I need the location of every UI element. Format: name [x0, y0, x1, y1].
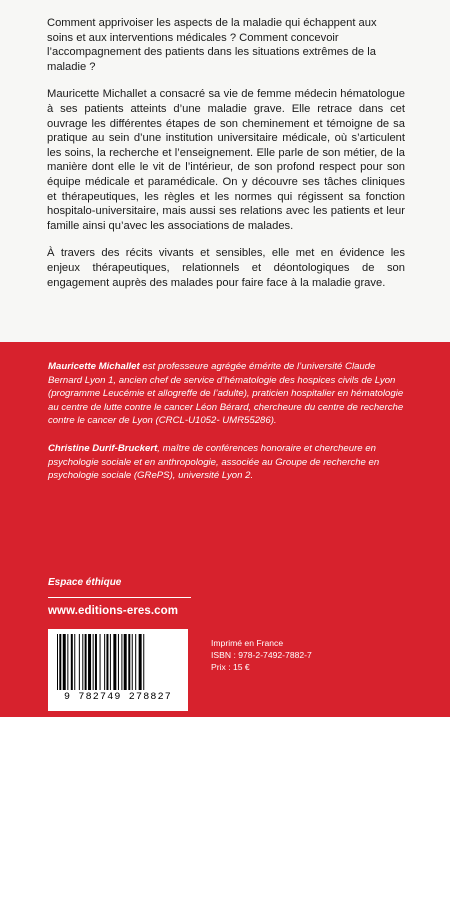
- printed-in: Imprimé en France: [211, 638, 284, 648]
- summary-column: [47, 16, 405, 303]
- barcode-stripe: [135, 634, 136, 690]
- divider: [48, 597, 191, 598]
- publication-info: [211, 637, 312, 673]
- barcode-stripe: [124, 634, 127, 690]
- barcode-stripe: [143, 634, 144, 690]
- photo-credit: Photo de couverture par allinonemovie de Pixabay: [426, 763, 435, 924]
- barcode-stripe: [71, 634, 73, 690]
- summary-paragraph-3: À travers des récits vivants et sensibles, elle met en évidence les enjeux thérapeutiques, relationnels et déontologiques de son engagement auprès des malades pour faire face à la maladie grave.: [47, 247, 405, 289]
- collection-name: Espace éthique: [48, 577, 122, 588]
- barcode-stripe: [82, 634, 83, 690]
- summary-paragraph-2: Mauricette Michallet a consacré sa vie de femme médecin hématologue à ses patients atteints d’une maladie grave. Elle retrace dans cet ouvrage les différentes étapes de son cheminement et témoigne de sa pratique au sein d’une institution universitaire médicale, où s’articulent les soins, la recherche et l’enseignement. Elle parle de son métier, de la manière dont elle le vit de l’intérieur, de son profond respect pour son équipe médicale et paramédicale. On y découvre ses tâches cliniques et thérapeutiques, les règles et les normes qui régissent sa fonction hospitalo-universitaire, mais aussi ses relations avec les patients et leur famille ainsi qu’avec les associations de malades.: [47, 88, 405, 232]
- barcode-stripe: [74, 634, 75, 690]
- barcode-stripe: [57, 634, 58, 690]
- publisher-website[interactable]: www.editions-eres.com: [48, 605, 179, 617]
- barcode-stripe: [121, 634, 122, 690]
- author-section: [0, 342, 450, 924]
- summary-paragraph-1: Comment apprivoiser les aspects de la maladie qui échappent aux soins et aux interventions médicales ? Comment concevoir l’accompagnement des patients dans les situations extrêmes de la maladie ?: [47, 17, 377, 73]
- price: Prix : 15 €: [211, 662, 250, 672]
- barcode-stripe: [85, 634, 87, 690]
- barcode-stripe: [139, 634, 142, 690]
- barcode-stripe: [113, 634, 116, 690]
- summary-section: [0, 0, 450, 342]
- barcode-bars: [57, 634, 179, 692]
- barcode-stripe: [106, 634, 108, 690]
- barcode-stripe: [88, 634, 91, 690]
- barcode-stripe: [132, 634, 133, 690]
- barcode-stripe: [79, 634, 80, 690]
- author-bio-text-1: est professeure agrégée émérite de l’université Claude Bernard Lyon 1, ancien chef de service d’hématologie des hospices civils de Lyon (programme Leucémie et allogreffe de l’adulte), praticien hospitalier en hématologie au centre de lutte contre le cancer Léon Bérard, chercheure du centre de recherche contre le cancer de Lyon (CRCL-U1052- UMR55286).: [48, 361, 404, 427]
- barcode-stripe: [128, 634, 130, 690]
- barcode-stripe: [110, 634, 111, 690]
- author-bio-1: [48, 360, 408, 428]
- barcode-stripe: [95, 634, 97, 690]
- barcode-stripe: [63, 634, 66, 690]
- author-bio-2: [48, 442, 408, 483]
- author-name-1: Mauricette Michallet: [48, 361, 140, 372]
- barcode: [48, 629, 188, 711]
- isbn: ISBN : 978-2-7492-7882-7: [211, 650, 312, 660]
- barcode-stripe: [67, 634, 68, 690]
- barcode-stripe: [100, 634, 101, 690]
- barcode-stripe: [104, 634, 105, 690]
- barcode-stripe: [59, 634, 61, 690]
- barcode-stripe: [118, 634, 119, 690]
- barcode-digits: 9 782749 278827: [63, 692, 172, 703]
- author-name-2: Christine Durif-Bruckert: [48, 443, 158, 454]
- barcode-stripe: [93, 634, 94, 690]
- author-bio-text-2: , maître de conférences honoraire et chercheure en psychologie sociale et en anthropologie, associée au Groupe de recherche en psychologie sociale (GRePS), université Lyon 2.: [48, 443, 380, 482]
